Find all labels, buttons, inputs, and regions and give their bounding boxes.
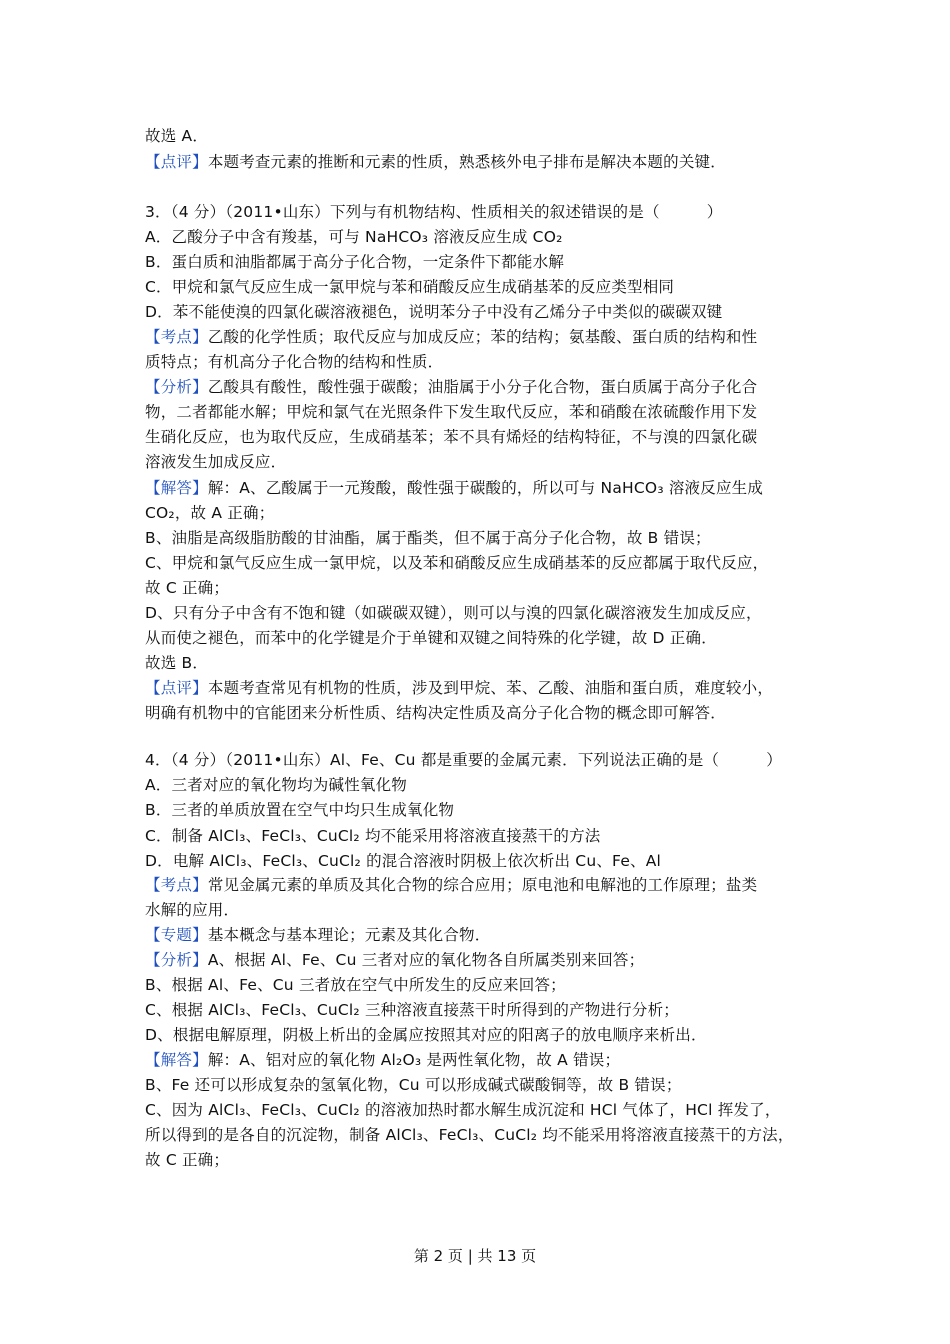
jieda-line-5: 故 C 正确； (145, 1151, 230, 1169)
fenxi-line-4: D、根据电解原理，阴极上析出的金属应按照其对应的阳离子的放电顺序来析出． (145, 1026, 707, 1044)
question-3-option-b: B．蛋白质和油脂都属于高分子化合物，一定条件下都能水解 (145, 253, 565, 271)
question-4-option-a: A．三者对应的氧化物均为碱性氧化物 (145, 776, 408, 794)
zhuanti-text: 基本概念与基本理论；元素及其化合物． (207, 926, 491, 944)
question-4-header: 4．（4 分）（2011•山东）Al、Fe、Cu 都是重要的金属元素．下列说法正确的是（ ） (145, 751, 782, 769)
jieda-line-2: B、Fe 还可以形成复杂的氢氧化物，Cu 可以形成碱式碳酸铜等，故 B 错误； (145, 1076, 682, 1094)
fenxi-line-4: 溶液发生加成反应． (145, 453, 287, 471)
kaodian-text-1: 常见金属元素的单质及其化合物的综合应用；原电池和电解池的工作原理；盐类 (207, 876, 758, 894)
review-line-1 (145, 677, 773, 699)
fenxi-tag: 【分析】 (145, 951, 208, 969)
question-3-header: 3．（4 分）（2011•山东）下列与有机物结构、性质相关的叙述错误的是（ ） (145, 203, 723, 221)
review-tag: 【点评】 (145, 679, 208, 697)
jieda-line-3: B、油脂是高级脂肪酸的甘油酯，属于酯类，但不属于高分子化合物，故 B 错误； (145, 529, 711, 547)
question-3-option-a: A．乙酸分子中含有羧基，可与 NaHCO₃ 溶液反应生成 CO₂ (145, 228, 563, 246)
fenxi-text-1: 乙酸具有酸性，酸性强于碳酸；油脂属于小分子化合物，蛋白质属于高分子化合 (207, 378, 758, 396)
zhuanti-line (145, 924, 490, 946)
question-4-option-d: D．电解 AlCl₃、FeCl₃、CuCl₂ 的混合溶液时阴极上依次析出 Cu、Fe、Al (145, 852, 662, 870)
question-4-option-c: C．制备 AlCl₃、FeCl₃、CuCl₂ 均不能采用将溶液直接蒸干的方法 (145, 827, 601, 845)
question-3-option-c: C．甲烷和氯气反应生成一氯甲烷与苯和硝酸反应生成硝基苯的反应类型相同 (145, 278, 675, 296)
jieda-line-1 (145, 1049, 620, 1071)
fenxi-tag: 【分析】 (145, 378, 208, 396)
kaodian-line-1 (145, 874, 757, 896)
fenxi-line-2: 物，二者都能水解；甲烷和氯气在光照条件下发生取代反应，苯和硝酸在浓硫酸作用下发 (145, 403, 758, 421)
jieda-text-1: 解：A、铝对应的氧化物 Al₂O₃ 是两性氧化物，故 A 错误； (207, 1051, 621, 1069)
page-footer: 第 2 页 | 共 13 页 (413, 1247, 537, 1265)
jieda-line-5: 故 C 正确； (145, 579, 230, 597)
conclusion-line: 故选 A． (145, 127, 209, 145)
review-line-2: 明确有机物中的官能团来分析性质、结构决定性质及高分子化合物的概念即可解答． (145, 704, 726, 722)
jieda-line-6: D、只有分子中含有不饱和键（如碳碳双键），则可以与溴的四氯化碳溶液发生加成反应， (145, 604, 762, 622)
jieda-tag: 【解答】 (145, 479, 208, 497)
jieda-tag: 【解答】 (145, 1051, 208, 1069)
jieda-text-1: 解：A、乙酸属于一元羧酸，酸性强于碳酸的，所以可与 NaHCO₃ 溶液反应生成 (207, 479, 764, 497)
fenxi-line-3: 生硝化反应，也为取代反应，生成硝基苯；苯不具有烯烃的结构特征，不与溴的四氯化碳 (145, 428, 758, 446)
kaodian-line-2: 水解的应用． (145, 901, 240, 919)
fenxi-line-1 (145, 376, 757, 398)
jieda-line-3: C、因为 AlCl₃、FeCl₃、CuCl₂ 的溶液加热时都水解生成沉淀和 HCl 气体了，HCl 挥发了， (145, 1101, 781, 1119)
jieda-line-1 (145, 477, 763, 499)
kaodian-tag: 【考点】 (145, 328, 208, 346)
jieda-line-4: C、甲烷和氯气反应生成一氯甲烷，以及苯和硝酸反应生成硝基苯的反应都属于取代反应， (145, 554, 769, 572)
fenxi-line-1 (145, 949, 644, 971)
question-3-option-d: D．苯不能使溴的四氯化碳溶液褪色，说明苯分子中没有乙烯分子中类似的碳碳双键 (145, 303, 723, 321)
fenxi-line-2: B、根据 Al、Fe、Cu 三者放在空气中所发生的反应来回答； (145, 976, 566, 994)
review-text: 本题考查元素的推断和元素的性质，熟悉核外电子排布是解决本题的关键． (207, 153, 726, 171)
jieda-line-4: 所以得到的是各自的沉淀物，制备 AlCl₃、FeCl₃、CuCl₂ 均不能采用将溶液直接蒸干的方法， (145, 1126, 794, 1144)
kaodian-tag: 【考点】 (145, 876, 208, 894)
fenxi-line-3: C、根据 AlCl₃、FeCl₃、CuCl₂ 三种溶液直接蒸干时所得到的产物进行分析； (145, 1001, 679, 1019)
jieda-line-2: CO₂，故 A 正确； (145, 504, 275, 522)
conclusion-line: 故选 B． (145, 654, 209, 672)
zhuanti-tag: 【专题】 (145, 926, 208, 944)
fenxi-text-1: A、根据 Al、Fe、Cu 三者对应的氧化物各自所属类别来回答； (207, 951, 645, 969)
review-text-1: 本题考查常见有机物的性质，涉及到甲烷、苯、乙酸、油脂和蛋白质，难度较小， (207, 679, 774, 697)
kaodian-text-1: 乙酸的化学性质；取代反应与加成反应；苯的结构；氨基酸、蛋白质的结构和性 (207, 328, 758, 346)
review-tag: 【点评】 (145, 153, 208, 171)
question-4-option-b: B．三者的单质放置在空气中均只生成氧化物 (145, 801, 455, 819)
kaodian-line-1 (145, 326, 757, 348)
kaodian-line-2: 质特点；有机高分子化合物的结构和性质． (145, 353, 444, 371)
jieda-line-7: 从而使之褪色，而苯中的化学键是介于单键和双键之间特殊的化学键，故 D 正确． (145, 629, 717, 647)
review-line (145, 151, 726, 173)
